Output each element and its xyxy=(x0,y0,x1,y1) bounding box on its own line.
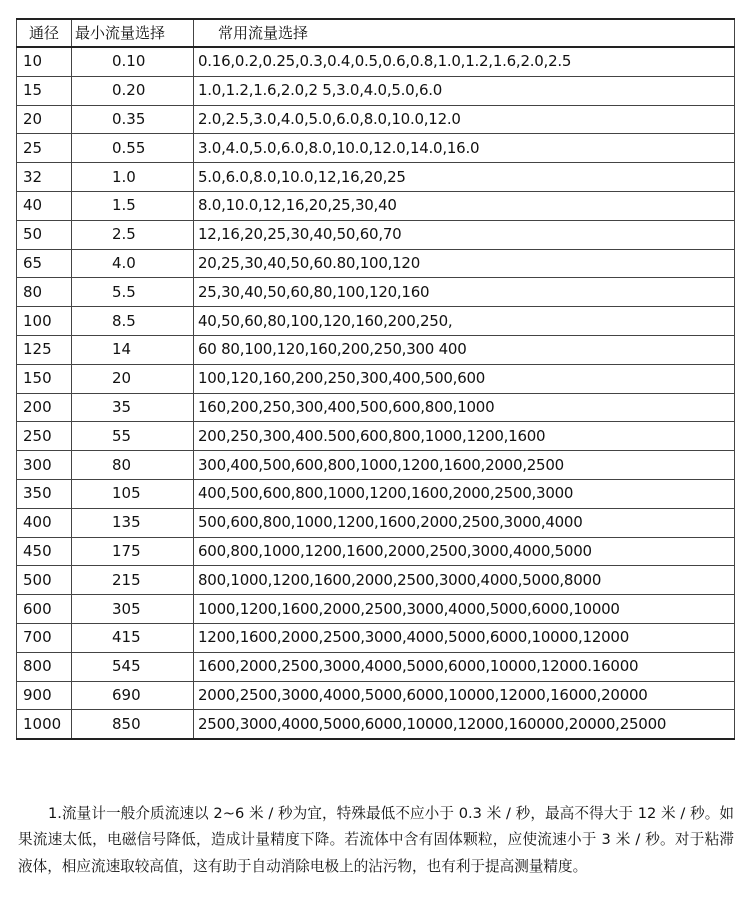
min-flow-cell: 4.0 xyxy=(72,249,194,278)
diameter-cell: 40 xyxy=(17,191,72,220)
min-flow-cell: 105 xyxy=(72,479,194,508)
common-flow-cell: 1.0,1.2,1.6,2.0,2 5,3.0,4.0,5.0,6.0 xyxy=(194,76,735,105)
common-flow-cell: 160,200,250,300,400,500,600,800,1000 xyxy=(194,393,735,422)
min-flow-cell: 5.5 xyxy=(72,278,194,307)
common-flow-cell: 300,400,500,600,800,1000,1200,1600,2000,2500 xyxy=(194,451,735,480)
common-flow-cell: 8.0,10.0,12,16,20,25,30,40 xyxy=(194,191,735,220)
common-flow-cell: 2000,2500,3000,4000,5000,6000,10000,12000,16000,20000 xyxy=(194,681,735,710)
table-row xyxy=(17,364,735,393)
min-flow-cell: 55 xyxy=(72,422,194,451)
table-row xyxy=(17,451,735,480)
diameter-cell: 800 xyxy=(17,652,72,681)
common-flow-cell: 1600,2000,2500,3000,4000,5000,6000,10000,12000.16000 xyxy=(194,652,735,681)
min-flow-cell: 690 xyxy=(72,681,194,710)
diameter-cell: 15 xyxy=(17,76,72,105)
min-flow-cell: 1.5 xyxy=(72,191,194,220)
diameter-cell: 450 xyxy=(17,537,72,566)
common-flow-cell: 400,500,600,800,1000,1200,1600,2000,2500,3000 xyxy=(194,479,735,508)
table-row xyxy=(17,710,735,739)
min-flow-cell: 1.0 xyxy=(72,163,194,192)
diameter-cell: 1000 xyxy=(17,710,72,739)
table-row xyxy=(17,335,735,364)
min-flow-cell: 0.55 xyxy=(72,134,194,163)
common-flow-cell: 60 80,100,120,160,200,250,300 400 xyxy=(194,335,735,364)
table-row xyxy=(17,652,735,681)
diameter-cell: 125 xyxy=(17,335,72,364)
min-flow-cell: 305 xyxy=(72,595,194,624)
diameter-cell: 32 xyxy=(17,163,72,192)
min-flow-cell: 0.20 xyxy=(72,76,194,105)
min-flow-cell: 175 xyxy=(72,537,194,566)
common-flow-cell: 2.0,2.5,3.0,4.0,5.0,6.0,8.0,10.0,12.0 xyxy=(194,105,735,134)
common-flow-cell: 25,30,40,50,60,80,100,120,160 xyxy=(194,278,735,307)
diameter-cell: 200 xyxy=(17,393,72,422)
table-row xyxy=(17,249,735,278)
table-body xyxy=(17,47,735,739)
diameter-cell: 600 xyxy=(17,595,72,624)
table-row xyxy=(17,191,735,220)
table-row xyxy=(17,623,735,652)
min-flow-cell: 135 xyxy=(72,508,194,537)
header-min-flow: 最小流量选择 xyxy=(72,19,194,47)
diameter-cell: 300 xyxy=(17,451,72,480)
diameter-cell: 400 xyxy=(17,508,72,537)
diameter-cell: 150 xyxy=(17,364,72,393)
common-flow-cell: 40,50,60,80,100,120,160,200,250, xyxy=(194,307,735,336)
diameter-cell: 700 xyxy=(17,623,72,652)
common-flow-cell: 1200,1600,2000,2500,3000,4000,5000,6000,10000,12000 xyxy=(194,623,735,652)
table-row xyxy=(17,393,735,422)
min-flow-cell: 415 xyxy=(72,623,194,652)
common-flow-cell: 12,16,20,25,30,40,50,60,70 xyxy=(194,220,735,249)
diameter-cell: 65 xyxy=(17,249,72,278)
diameter-cell: 350 xyxy=(17,479,72,508)
common-flow-cell: 0.16,0.2,0.25,0.3,0.4,0.5,0.6,0.8,1.0,1.2,1.6,2.0,2.5 xyxy=(194,47,735,76)
table-row xyxy=(17,134,735,163)
min-flow-cell: 215 xyxy=(72,566,194,595)
diameter-cell: 25 xyxy=(17,134,72,163)
min-flow-cell: 20 xyxy=(72,364,194,393)
diameter-cell: 900 xyxy=(17,681,72,710)
common-flow-cell: 5.0,6.0,8.0,10.0,12,16,20,25 xyxy=(194,163,735,192)
diameter-cell: 250 xyxy=(17,422,72,451)
common-flow-cell: 800,1000,1200,1600,2000,2500,3000,4000,5000,8000 xyxy=(194,566,735,595)
common-flow-cell: 200,250,300,400.500,600,800,1000,1200,1600 xyxy=(194,422,735,451)
header-row xyxy=(17,19,735,47)
common-flow-cell: 2500,3000,4000,5000,6000,10000,12000,160000,20000,25000 xyxy=(194,710,735,739)
diameter-cell: 80 xyxy=(17,278,72,307)
diameter-cell: 50 xyxy=(17,220,72,249)
header-common-flow: 常用流量选择 xyxy=(194,19,735,47)
diameter-cell: 500 xyxy=(17,566,72,595)
table-row xyxy=(17,220,735,249)
table-row xyxy=(17,47,735,76)
diameter-cell: 20 xyxy=(17,105,72,134)
min-flow-cell: 0.35 xyxy=(72,105,194,134)
common-flow-cell: 500,600,800,1000,1200,1600,2000,2500,3000,4000 xyxy=(194,508,735,537)
header-diameter: 通径 xyxy=(17,19,72,47)
diameter-cell: 10 xyxy=(17,47,72,76)
min-flow-cell: 2.5 xyxy=(72,220,194,249)
diameter-cell: 100 xyxy=(17,307,72,336)
common-flow-cell: 3.0,4.0,5.0,6.0,8.0,10.0,12.0,14.0,16.0 xyxy=(194,134,735,163)
min-flow-cell: 850 xyxy=(72,710,194,739)
table-row xyxy=(17,681,735,710)
table-row xyxy=(17,278,735,307)
common-flow-cell: 600,800,1000,1200,1600,2000,2500,3000,4000,5000 xyxy=(194,537,735,566)
common-flow-cell: 20,25,30,40,50,60.80,100,120 xyxy=(194,249,735,278)
table-header xyxy=(17,19,735,47)
common-flow-cell: 1000,1200,1600,2000,2500,3000,4000,5000,6000,10000 xyxy=(194,595,735,624)
min-flow-cell: 80 xyxy=(72,451,194,480)
min-flow-cell: 14 xyxy=(72,335,194,364)
table-row xyxy=(17,105,735,134)
usage-note: 1.流量计一般介质流速以 2~6 米 / 秒为宜，特殊最低不应小于 0.3 米 / 秒，最高不得大于 12 米 / 秒。如果流速太低，电磁信号降低，造成计量精度下降。若流体中含有固体颗粒，应使流速小于 3 米 / 秒。对于粘滞液体，相应流速取较高值，这有助于自动消除电极上的沾污物，也有利于提高测量精度。 xyxy=(18,804,734,875)
table-row xyxy=(17,307,735,336)
min-flow-cell: 545 xyxy=(72,652,194,681)
table-row xyxy=(17,163,735,192)
flow-selection-table xyxy=(16,18,735,740)
min-flow-cell: 35 xyxy=(72,393,194,422)
min-flow-cell: 8.5 xyxy=(72,307,194,336)
table-row xyxy=(17,76,735,105)
table-row xyxy=(17,595,735,624)
common-flow-cell: 100,120,160,200,250,300,400,500,600 xyxy=(194,364,735,393)
table-row xyxy=(17,479,735,508)
table-row xyxy=(17,422,735,451)
table-row xyxy=(17,508,735,537)
min-flow-cell: 0.10 xyxy=(72,47,194,76)
table-row xyxy=(17,537,735,566)
table-row xyxy=(17,566,735,595)
